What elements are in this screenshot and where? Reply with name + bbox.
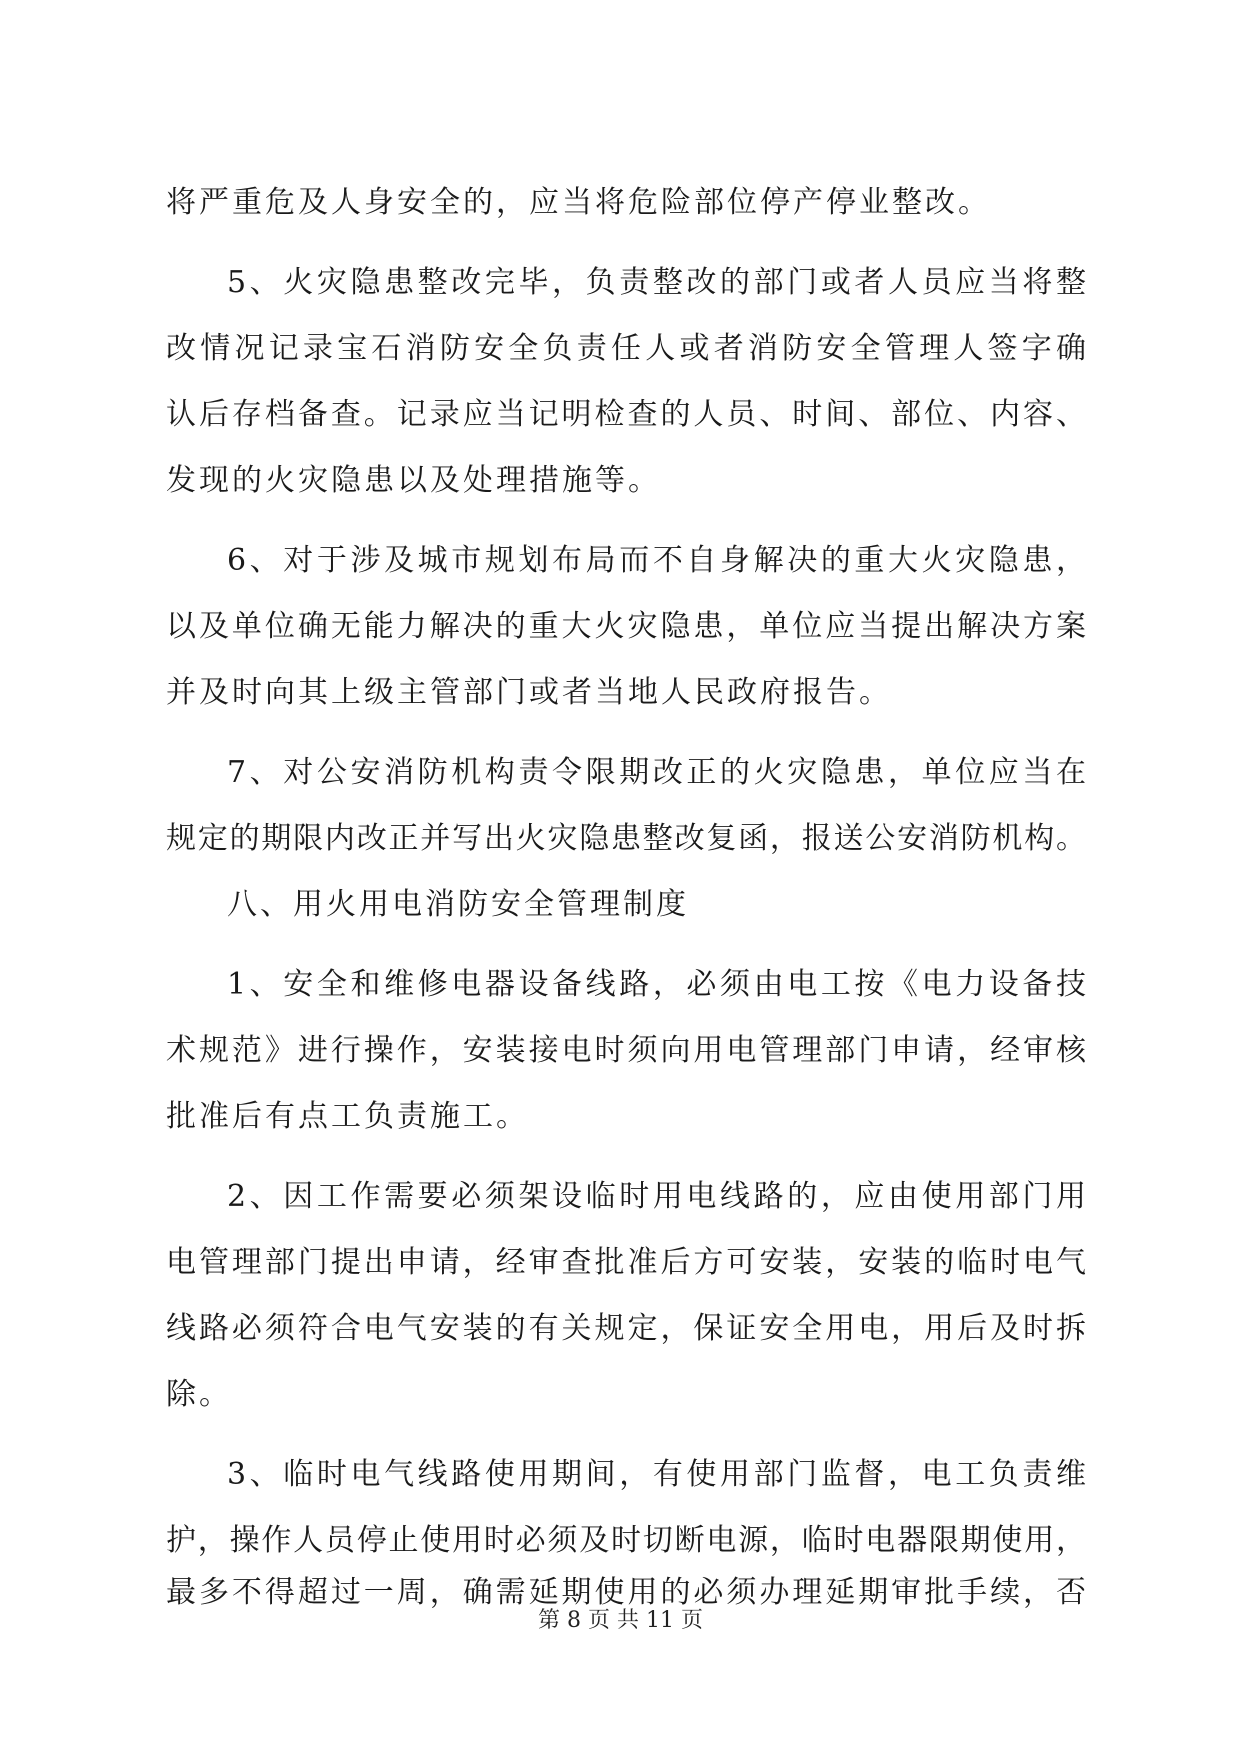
text-line: 认后存档备查。记录应当记明检查的人员、时间、部位、内容、: [166, 397, 1086, 432]
page-footer: 第 8 页 共 11 页: [538, 1608, 703, 1633]
text-line: 发现的火灾隐患以及处理措施等。: [166, 463, 661, 498]
text-line: 护，操作人员停止使用时必须及时切断电源，临时电器限期使用，: [166, 1523, 1086, 1558]
text-line: 6、对于涉及城市规划布局而不自身解决的重大火灾隐患，: [227, 543, 1086, 578]
text-line: 术规范》进行操作，安装接电时须向用电管理部门申请，经审核: [166, 1033, 1086, 1068]
text-line: 并及时向其上级主管部门或者当地人民政府报告。: [166, 675, 892, 710]
text-line: 2、因工作需要必须架设临时用电线路的，应由使用部门用: [227, 1179, 1086, 1214]
section-heading: 八、用火用电消防安全管理制度: [227, 887, 689, 922]
text-line: 批准后有点工负责施工。: [166, 1099, 529, 1134]
text-line: 线路必须符合电气安装的有关规定，保证安全用电，用后及时拆: [166, 1311, 1086, 1346]
text-line: 除。: [166, 1377, 232, 1412]
text-line: 将严重危及人身安全的，应当将危险部位停产停业整改。: [166, 185, 991, 220]
text-line: 1、安全和维修电器设备线路，必须由电工按《电力设备技: [227, 967, 1086, 1002]
text-line: 改情况记录宝石消防安全负责任人或者消防安全管理人签字确: [166, 331, 1086, 366]
text-line: 以及单位确无能力解决的重大火灾隐患，单位应当提出解决方案: [166, 609, 1086, 644]
text-line: 7、对公安消防机构责令限期改正的火灾隐患，单位应当在: [227, 755, 1086, 790]
text-line: 5、火灾隐患整改完毕，负责整改的部门或者人员应当将整: [227, 265, 1086, 300]
text-line: 规定的期限内改正并写出火灾隐患整改复函，报送公安消防机构。: [166, 821, 1086, 856]
text-line: 最多不得超过一周，确需延期使用的必须办理延期审批手续，否: [166, 1575, 1086, 1610]
text-line: 3、临时电气线路使用期间，有使用部门监督，电工负责维: [227, 1457, 1086, 1492]
text-line: 电管理部门提出申请，经审查批准后方可安装，安装的临时电气: [166, 1245, 1086, 1280]
